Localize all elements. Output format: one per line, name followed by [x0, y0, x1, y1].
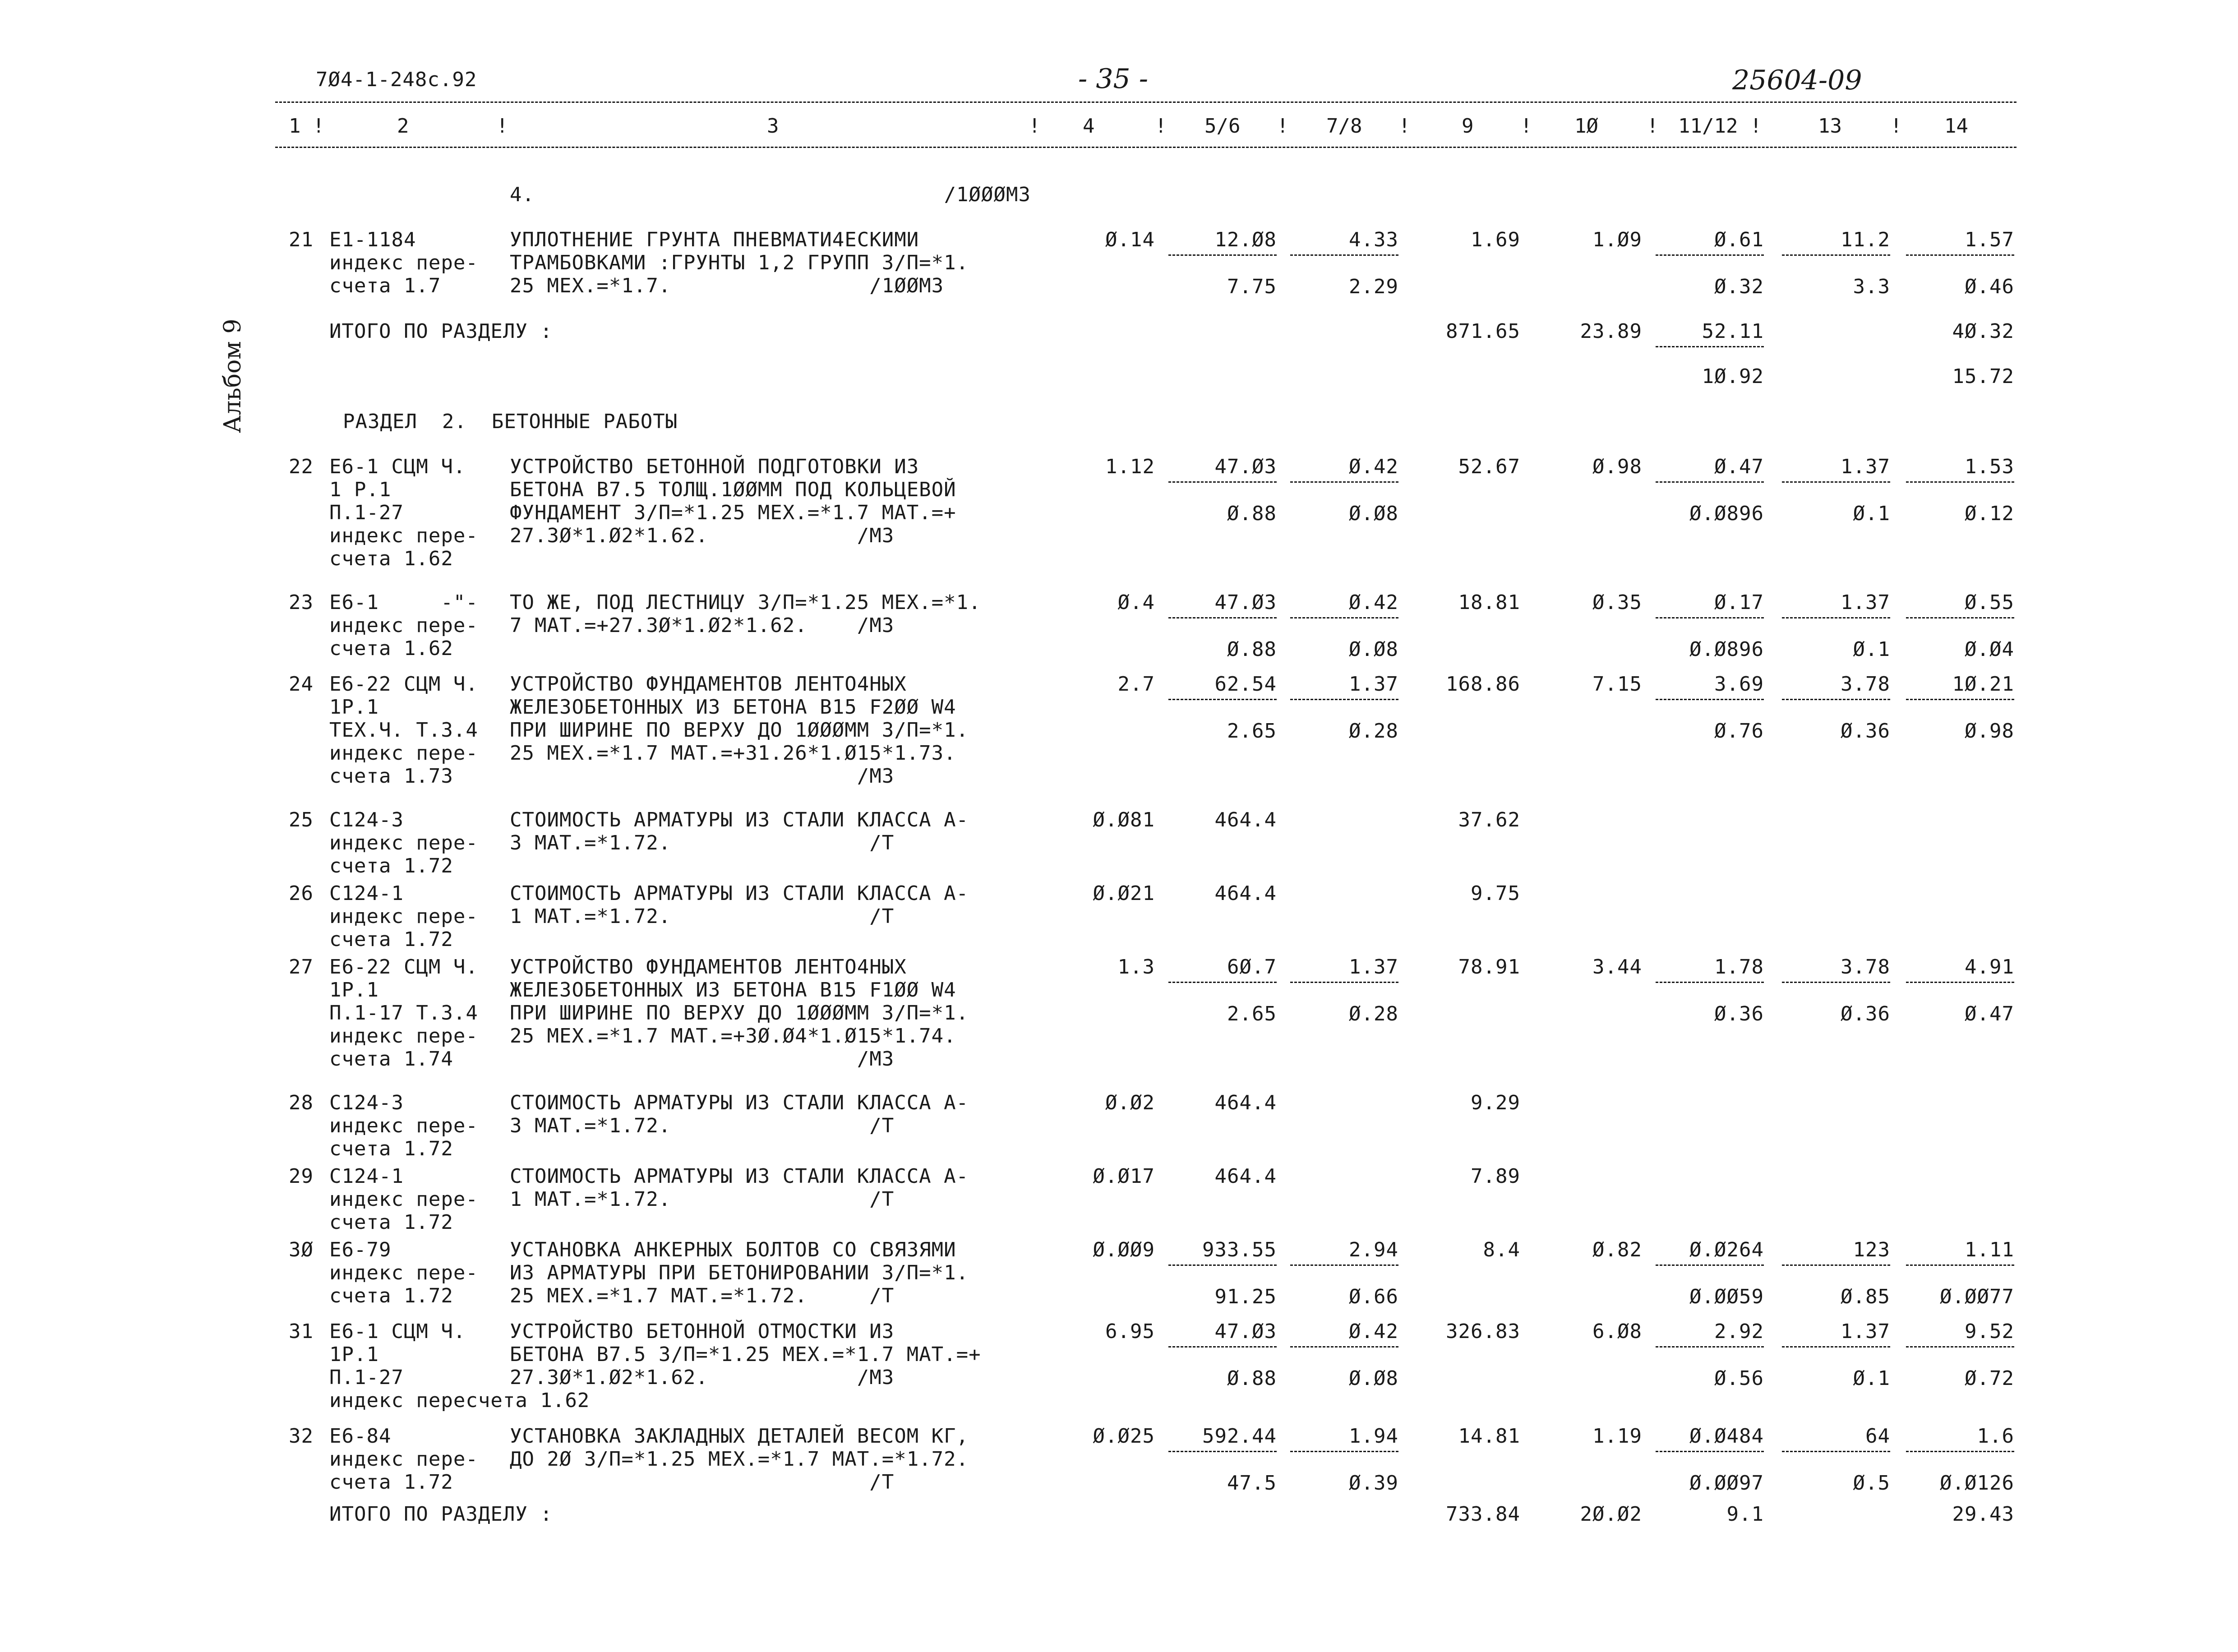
value-v1112-sub: Ø.Ø896 — [1689, 502, 1764, 525]
row-description: УСТРОЙСТВО БЕТОННОЙ ПОДГОТОВКИ ИЗ — [510, 455, 919, 478]
col-sep: ! — [1890, 115, 1902, 138]
row-code: 1Р.1 — [329, 978, 379, 1001]
value-col-9: 168.86 — [1446, 673, 1520, 696]
row-number: 26 — [289, 882, 314, 905]
value-v56: 47.Ø3 — [1214, 455, 1277, 478]
total-col-9: 871.65 — [1446, 320, 1520, 343]
subtotal-dash — [1656, 982, 1764, 983]
value-col-4: Ø.4 — [1117, 591, 1155, 614]
value-v56: 464.4 — [1214, 808, 1277, 831]
value-v13-sub: Ø.85 — [1841, 1285, 1890, 1308]
subtotal-dash — [1782, 1451, 1890, 1452]
page-number: - 35 - — [1078, 63, 1149, 95]
col-3: 3 — [767, 115, 779, 138]
value-v13-sub: Ø.1 — [1853, 1367, 1890, 1390]
value-v56-sub: 7.75 — [1227, 275, 1277, 298]
subtotal-dash — [1906, 481, 2014, 483]
row-number: 29 — [289, 1165, 314, 1188]
value-v1112: Ø.17 — [1714, 591, 1764, 614]
col-sep: ! — [1029, 115, 1041, 138]
col-9: 9 — [1462, 115, 1474, 138]
row-number: 23 — [289, 591, 314, 614]
value-v56-sub: 47.5 — [1227, 1472, 1277, 1495]
row-description: УСТРОЙСТВО БЕТОННОЙ ОТМОСТКИ ИЗ — [510, 1320, 895, 1343]
row-description: 27.3Ø*1.Ø2*1.62. /М3 — [510, 524, 895, 547]
col-2: 2 — [397, 115, 409, 138]
value-v56: 464.4 — [1214, 1091, 1277, 1114]
row-description: ТРАМБОВКАМИ :ГРУНТЫ 1,2 ГРУПП З/П=*1. — [510, 251, 969, 274]
row-code: 1Р.1 — [329, 1343, 379, 1366]
row-code: 1Р.1 — [329, 696, 379, 719]
subtotal-dash — [1290, 699, 1398, 700]
row-code: П.1-17 Т.3.4 — [329, 1001, 478, 1024]
value-v13-sub: Ø.36 — [1841, 720, 1890, 743]
row-number: 25 — [289, 808, 314, 831]
col-1: 1 ! — [289, 115, 325, 138]
row-description: 27.3Ø*1.Ø2*1.62. /М3 — [510, 1366, 895, 1389]
value-v13: 1.37 — [1841, 591, 1890, 614]
value-v56: 6Ø.7 — [1227, 955, 1277, 978]
doc-code: 7Ø4-1-248с.92 — [316, 68, 477, 91]
row-description: БЕТОНА В7.5 ТОЛЩ.1ØØММ ПОД КОЛЬЦЕВОЙ — [510, 478, 956, 501]
value-v78: 1.37 — [1349, 955, 1398, 978]
value-col-10: 1.19 — [1592, 1425, 1642, 1448]
subtotal-dash — [1906, 254, 2014, 256]
row-code: С124-1 — [329, 1165, 404, 1188]
value-v78-sub: 2.29 — [1349, 275, 1398, 298]
row-description: УСТАНОВКА ЗАКЛАДНЫХ ДЕТАЛЕЙ ВЕСОМ КГ, — [510, 1425, 969, 1448]
subtotal-dash — [1656, 346, 1764, 347]
col-sep: ! — [1277, 115, 1289, 138]
row-code: Е6-84 — [329, 1425, 392, 1448]
header-rule-top — [275, 102, 2017, 103]
row-code: индекс пересчета 1.62 — [329, 1389, 590, 1412]
row-description: ИЗ АРМАТУРЫ ПРИ БЕТОНИРОВАНИИ З/П=*1. — [510, 1261, 969, 1284]
value-col-9: 326.83 — [1446, 1320, 1520, 1343]
value-v78-sub: Ø.Ø8 — [1349, 1367, 1398, 1390]
value-v1112-sub: Ø.32 — [1714, 275, 1764, 298]
album-side-label: Альбом 9 — [219, 318, 246, 433]
subtotal-dash — [1168, 1451, 1277, 1452]
value-v78: 2.94 — [1349, 1238, 1398, 1261]
total-col-11-12-sub: 1Ø.92 — [1702, 365, 1764, 388]
value-col-10: 3.44 — [1592, 955, 1642, 978]
subtotal-dash — [1782, 481, 1890, 483]
subtotal-dash — [1782, 1264, 1890, 1266]
row-description: БЕТОНА В7.5 З/П=*1.25 МЕХ.=*1.7 МАТ.=+ — [510, 1343, 981, 1366]
subtotal-dash — [1168, 1264, 1277, 1266]
value-v1112: Ø.Ø484 — [1689, 1425, 1764, 1448]
value-col-9: 1.69 — [1471, 228, 1520, 251]
total-col-10: 2Ø.Ø2 — [1580, 1503, 1642, 1526]
value-v78: Ø.42 — [1349, 455, 1398, 478]
row-description: УПЛОТНЕНИЕ ГРУНТА ПНЕВМАТИ4ЕСКИМИ — [510, 228, 919, 251]
row-description: 1 МАТ.=*1.72. /Т — [510, 905, 895, 928]
value-v13: 1.37 — [1841, 1320, 1890, 1343]
col-sep: ! — [1398, 115, 1411, 138]
value-v14-sub: Ø.47 — [1965, 1002, 2014, 1025]
col-11-12: 11/12 ! — [1678, 115, 1762, 138]
subtotal-dash — [1906, 617, 2014, 618]
value-v14-sub: Ø.Ø4 — [1965, 638, 2014, 661]
value-col-9: 7.89 — [1471, 1165, 1520, 1188]
subtotal-dash — [1290, 1451, 1398, 1452]
subtotal-dash — [1656, 1346, 1764, 1347]
value-v1112: Ø.61 — [1714, 228, 1764, 251]
header-rule-bottom — [275, 147, 2017, 148]
subtotal-dash — [1168, 481, 1277, 483]
value-col-10: Ø.82 — [1592, 1238, 1642, 1261]
value-v13: 11.2 — [1841, 228, 1890, 251]
total-col-14-sub: 15.72 — [1952, 365, 2014, 388]
value-v78: 4.33 — [1349, 228, 1398, 251]
row-description: ПРИ ШИРИНЕ ПО ВЕРХУ ДО 1ØØØММ З/П=*1. — [510, 719, 969, 742]
value-v1112-sub: Ø.ØØ59 — [1689, 1285, 1764, 1308]
row-number: 28 — [289, 1091, 314, 1114]
col-13: 13 — [1818, 115, 1842, 138]
row-description: 3 МАТ.=*1.72. /Т — [510, 831, 895, 854]
col-sep: ! — [1647, 115, 1659, 138]
col-14: 14 — [1944, 115, 1968, 138]
subtotal-dash — [1168, 617, 1277, 618]
subtotal-dash — [1906, 1451, 2014, 1452]
value-v56-sub: Ø.88 — [1227, 638, 1277, 661]
subtotal-dash — [1906, 1264, 2014, 1266]
unit-label: /1ØØØМ3 — [944, 183, 1031, 206]
row-code: индекс пере- — [329, 1114, 478, 1137]
value-v78: 1.94 — [1349, 1425, 1398, 1448]
value-v56-sub: 2.65 — [1227, 1002, 1277, 1025]
row-code: счета 1.72 — [329, 928, 453, 951]
row-description: 3 МАТ.=*1.72. /Т — [510, 1114, 895, 1137]
subtotal-dash — [1782, 1346, 1890, 1347]
value-v14-sub: Ø.98 — [1965, 720, 2014, 743]
row-code: счета 1.72 — [329, 1137, 453, 1160]
row-description: ЖЕЛЕЗОБЕТОННЫХ ИЗ БЕТОНА В15 F1ØØ W4 — [510, 978, 956, 1001]
value-v78: Ø.42 — [1349, 591, 1398, 614]
col-10: 1Ø — [1574, 115, 1598, 138]
row-code: счета 1.72 — [329, 854, 453, 877]
row-description: 25 МЕХ.=*1.7 МАТ.=+31.26*1.Ø15*1.73. — [510, 742, 956, 765]
value-v1112-sub: Ø.76 — [1714, 720, 1764, 743]
value-v56-sub: Ø.88 — [1227, 1367, 1277, 1390]
value-v56-sub: Ø.88 — [1227, 502, 1277, 525]
value-col-10: 7.15 — [1592, 673, 1642, 696]
row-number: 32 — [289, 1425, 314, 1448]
value-v13-sub: Ø.5 — [1853, 1472, 1890, 1495]
value-col-9: 9.75 — [1471, 882, 1520, 905]
subtotal-dash — [1782, 982, 1890, 983]
value-v78-sub: Ø.66 — [1349, 1285, 1398, 1308]
row-code: индекс пере- — [329, 524, 478, 547]
value-col-10: 1.Ø9 — [1592, 228, 1642, 251]
value-v56: 62.54 — [1214, 673, 1277, 696]
row-description: УСТРОЙСТВО ФУНДАМЕНТОВ ЛЕНТО4НЫХ — [510, 955, 907, 978]
row-description: СТОИМОСТЬ АРМАТУРЫ ИЗ СТАЛИ КЛАССА А- — [510, 1165, 969, 1188]
row-code: С124-1 — [329, 882, 404, 905]
value-v13-sub: Ø.36 — [1841, 1002, 1890, 1025]
value-v13-sub: Ø.1 — [1853, 502, 1890, 525]
total-col-11-12: 9.1 — [1726, 1503, 1764, 1526]
row-description: /Т — [510, 1471, 895, 1494]
value-v1112: Ø.Ø264 — [1689, 1238, 1764, 1261]
value-v14: 4.91 — [1965, 955, 2014, 978]
total-col-11-12: 52.11 — [1702, 320, 1764, 343]
row-code: 1 Р.1 — [329, 478, 392, 501]
row-number: 22 — [289, 455, 314, 478]
value-v13: 1.37 — [1841, 455, 1890, 478]
value-v78-sub: Ø.Ø8 — [1349, 502, 1398, 525]
value-col-9: 9.29 — [1471, 1091, 1520, 1114]
value-col-4: Ø.ØØ9 — [1093, 1238, 1155, 1261]
value-v56: 464.4 — [1214, 882, 1277, 905]
subtotal-dash — [1656, 617, 1764, 618]
subtotal-dash — [1290, 1346, 1398, 1347]
value-col-9: 18.81 — [1458, 591, 1520, 614]
value-v13-sub: 3.3 — [1853, 275, 1890, 298]
row-code: С124-3 — [329, 1091, 404, 1114]
value-v56: 47.Ø3 — [1214, 591, 1277, 614]
value-v78-sub: Ø.28 — [1349, 1002, 1398, 1025]
row-code: счета 1.62 — [329, 547, 453, 570]
value-col-10: Ø.98 — [1592, 455, 1642, 478]
value-v56-sub: 91.25 — [1214, 1285, 1277, 1308]
row-code: счета 1.62 — [329, 637, 453, 660]
subtotal-dash — [1906, 699, 2014, 700]
value-v1112: Ø.47 — [1714, 455, 1764, 478]
row-code: счета 1.72 — [329, 1284, 453, 1307]
row-code: индекс пере- — [329, 831, 478, 854]
subtotal-dash — [1290, 1264, 1398, 1266]
value-v56: 464.4 — [1214, 1165, 1277, 1188]
value-col-10: 6.Ø8 — [1592, 1320, 1642, 1343]
col-sep: ! — [1155, 115, 1167, 138]
subtotal-dash — [1290, 982, 1398, 983]
row-code: индекс пере- — [329, 905, 478, 928]
section-total-label: ИТОГО ПО РАЗДЕЛУ : — [329, 320, 553, 343]
section-title: РАЗДЕЛ 2. БЕТОННЫЕ РАБОТЫ — [343, 410, 678, 433]
value-v1112-sub: Ø.ØØ97 — [1689, 1472, 1764, 1495]
row-code: П.1-27 — [329, 1366, 404, 1389]
value-v13: 3.78 — [1841, 673, 1890, 696]
row-code: индекс пере- — [329, 614, 478, 637]
value-v78: Ø.42 — [1349, 1320, 1398, 1343]
section-number: 4. — [510, 183, 535, 206]
value-v56: 47.Ø3 — [1214, 1320, 1277, 1343]
total-col-10: 23.89 — [1580, 320, 1642, 343]
row-description: /М3 — [510, 765, 895, 788]
row-code: счета 1.72 — [329, 1471, 453, 1494]
row-description: /М3 — [510, 1047, 895, 1071]
value-v78-sub: Ø.Ø8 — [1349, 638, 1398, 661]
row-description: ТО ЖЕ, ПОД ЛЕСТНИЦУ З/П=*1.25 МЕХ.=*1. — [510, 591, 981, 614]
subtotal-dash — [1168, 1346, 1277, 1347]
value-col-4: Ø.Ø2 — [1105, 1091, 1155, 1114]
col-7-8: 7/8 — [1326, 115, 1362, 138]
row-number: 3Ø — [289, 1238, 314, 1261]
value-col-10: Ø.35 — [1592, 591, 1642, 614]
value-col-9: 8.4 — [1483, 1238, 1520, 1261]
value-col-4: Ø.Ø17 — [1093, 1165, 1155, 1188]
row-description: СТОИМОСТЬ АРМАТУРЫ ИЗ СТАЛИ КЛАССА А- — [510, 808, 969, 831]
value-col-4: 1.3 — [1117, 955, 1155, 978]
row-description: СТОИМОСТЬ АРМАТУРЫ ИЗ СТАЛИ КЛАССА А- — [510, 1091, 969, 1114]
row-number: 24 — [289, 673, 314, 696]
row-code: индекс пере- — [329, 1261, 478, 1284]
subtotal-dash — [1168, 982, 1277, 983]
value-v14: 1Ø.21 — [1952, 673, 2014, 696]
value-v14-sub: Ø.72 — [1965, 1367, 2014, 1390]
value-v1112: 3.69 — [1714, 673, 1764, 696]
subtotal-dash — [1290, 254, 1398, 256]
subtotal-dash — [1656, 254, 1764, 256]
document-stamp: 25604-09 — [1732, 65, 1862, 96]
value-v13: 123 — [1853, 1238, 1890, 1261]
row-description: УСТАНОВКА АНКЕРНЫХ БОЛТОВ СО СВЯЗЯМИ — [510, 1238, 956, 1261]
subtotal-dash — [1656, 699, 1764, 700]
value-v1112-sub: Ø.Ø896 — [1689, 638, 1764, 661]
subtotal-dash — [1782, 617, 1890, 618]
subtotal-dash — [1290, 617, 1398, 618]
row-number: 31 — [289, 1320, 314, 1343]
subtotal-dash — [1656, 1264, 1764, 1266]
col-4: 4 — [1083, 115, 1095, 138]
row-code: С124-3 — [329, 808, 404, 831]
row-code: индекс пере- — [329, 1448, 478, 1471]
row-number: 27 — [289, 955, 314, 978]
subtotal-dash — [1168, 254, 1277, 256]
value-v78: 1.37 — [1349, 673, 1398, 696]
row-description: УСТРОЙСТВО ФУНДАМЕНТОВ ЛЕНТО4НЫХ — [510, 673, 907, 696]
value-col-4: Ø.Ø25 — [1093, 1425, 1155, 1448]
value-v14: 1.6 — [1977, 1425, 2014, 1448]
value-col-4: Ø.Ø81 — [1093, 808, 1155, 831]
row-description: ФУНДАМЕНТ З/П=*1.25 МЕХ.=*1.7 МАТ.=+ — [510, 501, 956, 524]
subtotal-dash — [1290, 481, 1398, 483]
col-sep: ! — [496, 115, 508, 138]
col-sep: ! — [1520, 115, 1532, 138]
value-col-4: 2.7 — [1117, 673, 1155, 696]
row-description: 1 МАТ.=*1.72. /Т — [510, 1188, 895, 1211]
row-code: индекс пере- — [329, 1188, 478, 1211]
value-col-4: Ø.Ø21 — [1093, 882, 1155, 905]
value-v14-sub: Ø.Ø126 — [1940, 1472, 2014, 1495]
value-col-9: 37.62 — [1458, 808, 1520, 831]
value-v1112: 1.78 — [1714, 955, 1764, 978]
value-v14: 1.11 — [1965, 1238, 2014, 1261]
value-v14-sub: Ø.46 — [1965, 275, 2014, 298]
row-code: Е6-1 СЦМ Ч. — [329, 455, 466, 478]
row-description: ПРИ ШИРИНЕ ПО ВЕРХУ ДО 1ØØØММ З/П=*1. — [510, 1001, 969, 1024]
value-v1112: 2.92 — [1714, 1320, 1764, 1343]
row-description: СТОИМОСТЬ АРМАТУРЫ ИЗ СТАЛИ КЛАССА А- — [510, 882, 969, 905]
row-description: 25 МЕХ.=*1.7 МАТ.=+3Ø.Ø4*1.Ø15*1.74. — [510, 1024, 956, 1047]
value-v14: 1.57 — [1965, 228, 2014, 251]
value-col-4: 6.95 — [1105, 1320, 1155, 1343]
value-v78-sub: Ø.28 — [1349, 720, 1398, 743]
row-code: Е1-1184 — [329, 228, 416, 251]
row-code: ТЕХ.Ч. Т.3.4 — [329, 719, 478, 742]
row-code: Е6-79 — [329, 1238, 392, 1261]
value-col-9: 78.91 — [1458, 955, 1520, 978]
value-col-4: 1.12 — [1105, 455, 1155, 478]
row-description: ДО 2Ø З/П=*1.25 МЕХ.=*1.7 МАТ.=*1.72. — [510, 1448, 969, 1471]
value-v56: 12.Ø8 — [1214, 228, 1277, 251]
value-col-4: Ø.14 — [1105, 228, 1155, 251]
row-code: индекс пере- — [329, 1024, 478, 1047]
row-description: 25 МЕХ.=*1.7 МАТ.=*1.72. /Т — [510, 1284, 895, 1307]
row-code: счета 1.72 — [329, 1211, 453, 1234]
row-description: 7 МАТ.=+27.3Ø*1.Ø2*1.62. /М3 — [510, 614, 895, 637]
subtotal-dash — [1782, 699, 1890, 700]
subtotal-dash — [1906, 982, 2014, 983]
value-v14: 9.52 — [1965, 1320, 2014, 1343]
value-v14-sub: Ø.ØØ77 — [1940, 1285, 2014, 1308]
value-v78-sub: Ø.39 — [1349, 1472, 1398, 1495]
subtotal-dash — [1656, 481, 1764, 483]
value-v1112-sub: Ø.36 — [1714, 1002, 1764, 1025]
row-code: счета 1.73 — [329, 765, 453, 788]
row-code: Е6-1 СЦМ Ч. — [329, 1320, 466, 1343]
value-v56: 933.55 — [1202, 1238, 1277, 1261]
subtotal-dash — [1906, 1346, 2014, 1347]
col-5-6: 5/6 — [1204, 115, 1241, 138]
row-code: счета 1.7 — [329, 274, 441, 297]
subtotal-dash — [1656, 1451, 1764, 1452]
value-v13-sub: Ø.1 — [1853, 638, 1890, 661]
row-code: индекс пере- — [329, 251, 478, 274]
row-code: Е6-22 СЦМ Ч. — [329, 955, 478, 978]
value-v14: Ø.55 — [1965, 591, 2014, 614]
total-col-14: 4Ø.32 — [1952, 320, 2014, 343]
row-code: Е6-1 -"- — [329, 591, 478, 614]
subtotal-dash — [1782, 254, 1890, 256]
row-description: 25 МЕХ.=*1.7. /1ØØМ3 — [510, 274, 944, 297]
value-v14: 1.53 — [1965, 455, 2014, 478]
value-v1112-sub: Ø.56 — [1714, 1367, 1764, 1390]
value-v56: 592.44 — [1202, 1425, 1277, 1448]
row-number: 21 — [289, 228, 314, 251]
row-code: Е6-22 СЦМ Ч. — [329, 673, 478, 696]
value-v56-sub: 2.65 — [1227, 720, 1277, 743]
value-v13: 64 — [1865, 1425, 1890, 1448]
value-col-9: 14.81 — [1458, 1425, 1520, 1448]
value-col-9: 52.67 — [1458, 455, 1520, 478]
total-col-14: 29.43 — [1952, 1503, 2014, 1526]
value-v14-sub: Ø.12 — [1965, 502, 2014, 525]
row-code: П.1-27 — [329, 501, 404, 524]
value-v13: 3.78 — [1841, 955, 1890, 978]
row-code: индекс пере- — [329, 742, 478, 765]
subtotal-dash — [1168, 699, 1277, 700]
section-total-label: ИТОГО ПО РАЗДЕЛУ : — [329, 1503, 553, 1526]
row-description: ЖЕЛЕЗОБЕТОННЫХ ИЗ БЕТОНА В15 F2ØØ W4 — [510, 696, 956, 719]
total-col-9: 733.84 — [1446, 1503, 1520, 1526]
row-code: счета 1.74 — [329, 1047, 453, 1071]
